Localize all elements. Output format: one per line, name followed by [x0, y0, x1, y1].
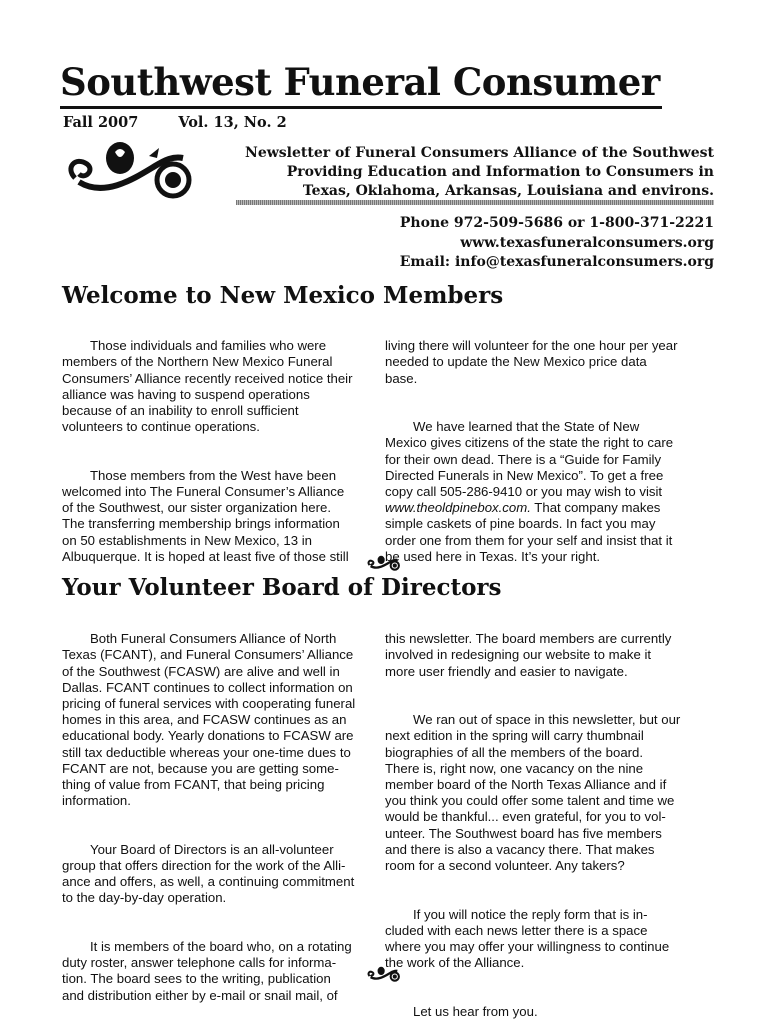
board-left-column	[62, 615, 382, 1024]
paragraph	[62, 468, 382, 565]
contact-info	[400, 214, 714, 273]
paragraph	[62, 939, 382, 1004]
paragraph-text: Those individuals and families who were members of the Northern New Mexico Funeral Consumers’ Alliance recently received notice their alliance was having to suspend operations because of an inability to enroll sufficient volunteers to continue operations.	[62, 338, 353, 435]
welcome-right-column	[385, 322, 715, 597]
header-divider	[236, 200, 714, 205]
tagline-line: Newsletter of Funeral Consumers Alliance of the Southwest	[245, 145, 714, 161]
paragraph	[62, 631, 382, 809]
paragraph-text: If you will notice the reply form that is in- cluded with each news letter there is a space where you may offer your willingness to continue the work of the Alliance.	[385, 906, 670, 971]
paragraph	[385, 712, 715, 874]
board-right-column	[385, 615, 715, 1024]
flourish-divider-icon	[367, 551, 403, 575]
paragraph-text: We ran out of space in this newsletter, but our next edition in the spring will carry thumbnail biographies of all the members of the board. There is, right now, one vacancy on the nine member board of the North Texas Alliance and if you think you could offer some talent and time we would be thankful... even grateful, for you to vol- unteer. The Southwest board has five members and there is also a vacancy there. That makes room for a second volunteer. Any takers?	[385, 712, 681, 874]
paragraph-text: this newsletter. The board members are currently involved in redesigning our website to make it more user friendly and easier to navigate.	[385, 631, 672, 679]
paragraph	[62, 338, 382, 435]
pinebox-link[interactable]: www.theoldpinebox.com.	[385, 500, 531, 516]
paragraph	[62, 842, 382, 907]
email-link[interactable]: Email: info@texasfuneralconsumers.org	[399, 254, 714, 270]
section-heading-board: Your Volunteer Board of Directors	[62, 574, 502, 601]
paragraph-text: Both Funeral Consumers Alliance of North Texas (FCANT), and Funeral Consumers’ Alliance of the Southwest (FCASW) are alive and well in Dallas. FCANT continues to collect information on pricing of funeral services with cooperating funeral homes in this area, and FCASW continues as an educational body. Yearly donations to FCASW are still tax deductible whereas your one-time dues to FCANT are not, because you are getting some- thing of value from FCANT, that being pricing information.	[62, 631, 356, 809]
paragraph-text: Your Board of Directors is an all-volunteer group that offers direction for the work of the Alli- ance and offers, as well, a continuing commitment to the day-by-day operation.	[62, 841, 355, 906]
paragraph	[385, 338, 715, 387]
paragraph-text: It is members of the board who, on a rotating duty roster, answer telephone calls for informa- tion. The board sees to the writing, publication and distribution either by e-mail or snail mail, of	[62, 939, 352, 1003]
website-link[interactable]: www.texasfuneralconsumers.org	[460, 234, 714, 251]
phone: Phone 972-509-5686 or 1-800-371-2221	[399, 215, 714, 231]
issue-volume: Vol. 13, No. 2	[178, 114, 287, 131]
paragraph-text: We have learned that the State of New Mexico gives citizens of the state the right to care for their own dead. There is a “Guide for Family Directed Funerals in New Mexico”. To get a free copy call 505-286-9410 or you may wish to visit	[385, 419, 674, 500]
issue-info	[63, 114, 287, 131]
tagline-line: Providing Education and Information to Consumers in	[286, 164, 714, 180]
welcome-left-column	[62, 322, 382, 597]
paragraph-text: Let us hear from you.	[413, 1003, 538, 1019]
paragraph	[385, 1004, 715, 1020]
paragraph-text: living there will volunteer for the one hour per year needed to update the New Mexico price data base.	[385, 338, 678, 386]
tagline	[245, 144, 714, 201]
paragraph	[385, 907, 715, 972]
flourish-logo-icon	[65, 138, 205, 202]
paragraph	[385, 631, 715, 680]
newsletter-title: Southwest Funeral Consumer	[60, 58, 662, 109]
paragraph-text: That company makes simple caskets of pine boards. In fact you may order one from them for your self and insist that it be used here in Texas. It’s your right.	[385, 500, 673, 564]
flourish-divider-icon	[367, 962, 403, 986]
issue-season: Fall 2007	[63, 114, 139, 131]
paragraph	[385, 419, 715, 565]
paragraph-text: Those members from the West have been welcomed into The Funeral Consumer’s Alliance of the Southwest, our sister organization here. The transferring membership brings information on 50 establishments in New Mexico, 13 in Albuquerque. It is hoped at least five of those still	[62, 467, 349, 564]
section-heading-welcome: Welcome to New Mexico Members	[62, 282, 504, 309]
tagline-line: Texas, Oklahoma, Arkansas, Louisiana and environs.	[302, 183, 714, 199]
